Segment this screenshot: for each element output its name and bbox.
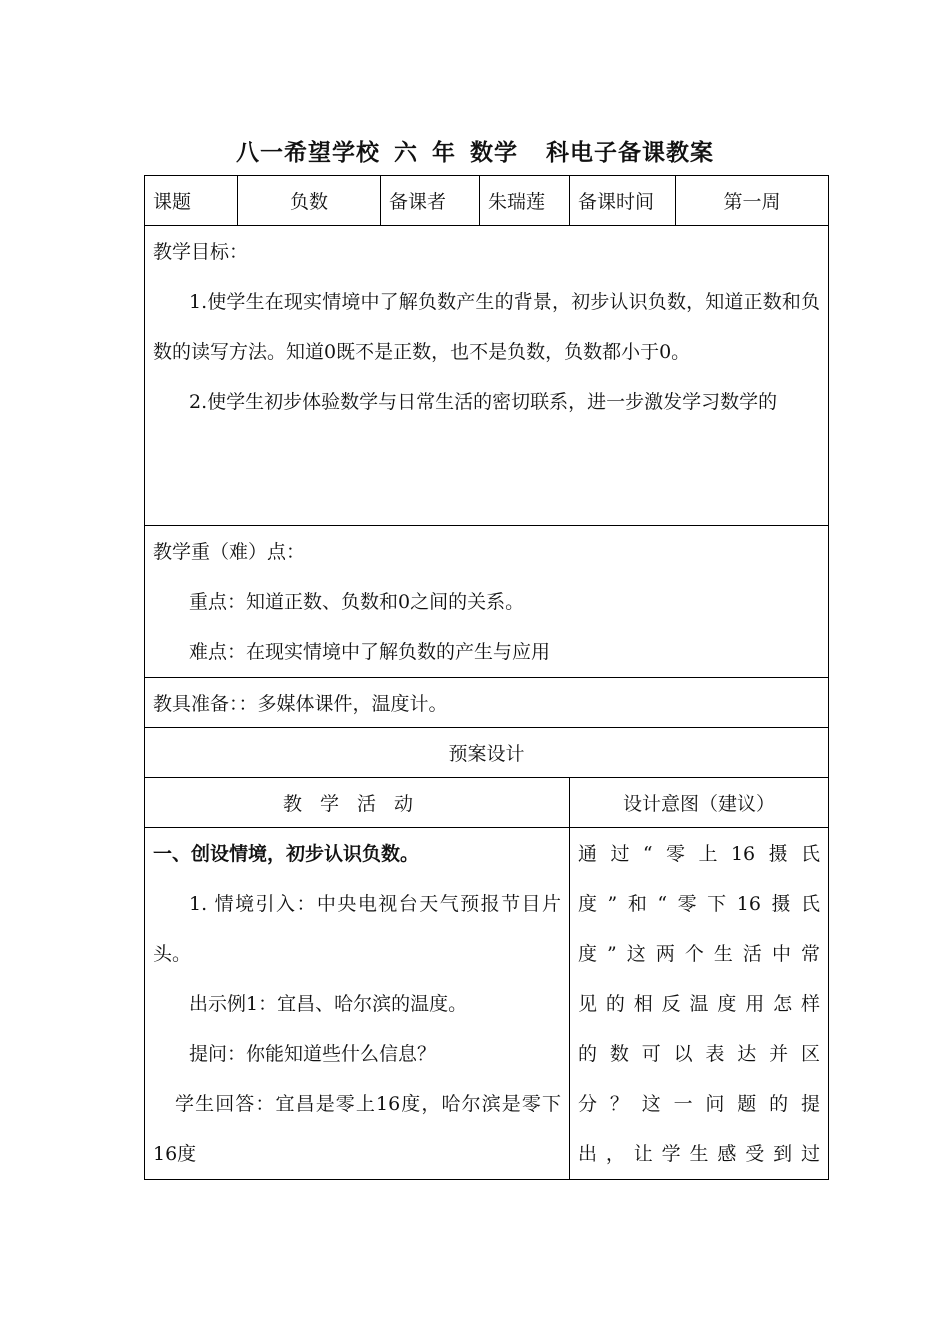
materials-row: [145, 678, 829, 728]
objective-item-1: 1.使学生在现实情境中了解负数产生的背景，初步认识负数，知道正数和负数的读写方法。知道0既不是正数，也不是负数，负数都小于0。: [153, 291, 821, 363]
header-row: [145, 176, 829, 226]
column-heading-row: [145, 778, 829, 828]
title-suffix: 科电子备课教案: [546, 140, 714, 166]
activity-example: 出示例1：宜昌、哈尔滨的温度。: [189, 993, 468, 1015]
topic-value: 负数: [238, 176, 381, 226]
plan-heading: 预案设计: [145, 728, 829, 778]
materials-text: 教具准备：：多媒体课件，温度计。: [145, 678, 829, 728]
title-grade-unit: 年: [432, 140, 456, 166]
objective-item-2: 2.使学生初步体验数学与日常生活的密切联系，进一步激发学习数学的: [189, 391, 778, 413]
intent-line: 出，让学生感受到过: [578, 1143, 821, 1165]
key-point: 重点：知道正数、负数和0之间的关系。: [189, 591, 525, 613]
difficulty-point: 难点：在现实情境中了解负数的产生与应用: [189, 641, 551, 663]
objectives-heading: 教学目标：: [153, 241, 249, 263]
objectives-row: [145, 226, 829, 526]
intent-line: 见的相反温度用怎样: [578, 993, 821, 1015]
section-1-heading: 一、创设情境，初步认识负数。: [153, 843, 420, 865]
title-school: 八一希望学校: [236, 140, 380, 166]
intent-line: 通过“零上16摄氏: [578, 843, 821, 865]
activity-column-heading: 教学活动: [282, 793, 431, 815]
author-label: 备课者: [381, 176, 480, 226]
activity-question: 提问：你能知道些什么信息？: [189, 1043, 437, 1065]
intent-line: 的数可以表达并区: [578, 1043, 821, 1065]
key-points-row: [145, 526, 829, 678]
lesson-plan-table: [144, 175, 829, 1180]
intent-line: 度”这两个生活中常: [578, 943, 821, 965]
intent-text: [578, 829, 820, 1179]
time-value: 第一周: [676, 176, 829, 226]
content-row: [145, 828, 829, 1180]
activity-answer: 学生回答：宜昌是零上16度，哈尔滨是零下16度: [153, 1093, 561, 1165]
intent-line: 分？这一问题的提: [578, 1093, 821, 1115]
intent-line: 度”和“零下16摄氏: [578, 893, 821, 915]
time-label: 备课时间: [570, 176, 676, 226]
author-value: 朱瑞莲: [480, 176, 570, 226]
intent-column-heading: 设计意图（建议）: [570, 778, 829, 828]
title-grade: 六: [394, 140, 418, 166]
topic-label: 课题: [145, 176, 238, 226]
plan-heading-row: [145, 728, 829, 778]
key-points-heading: 教学重（难）点：: [153, 541, 306, 563]
activity-step-1: 1. 情境引入：中央电视台天气预报节目片头。: [153, 893, 561, 965]
title-subject: 数学: [470, 140, 518, 166]
page-title: [0, 134, 950, 167]
